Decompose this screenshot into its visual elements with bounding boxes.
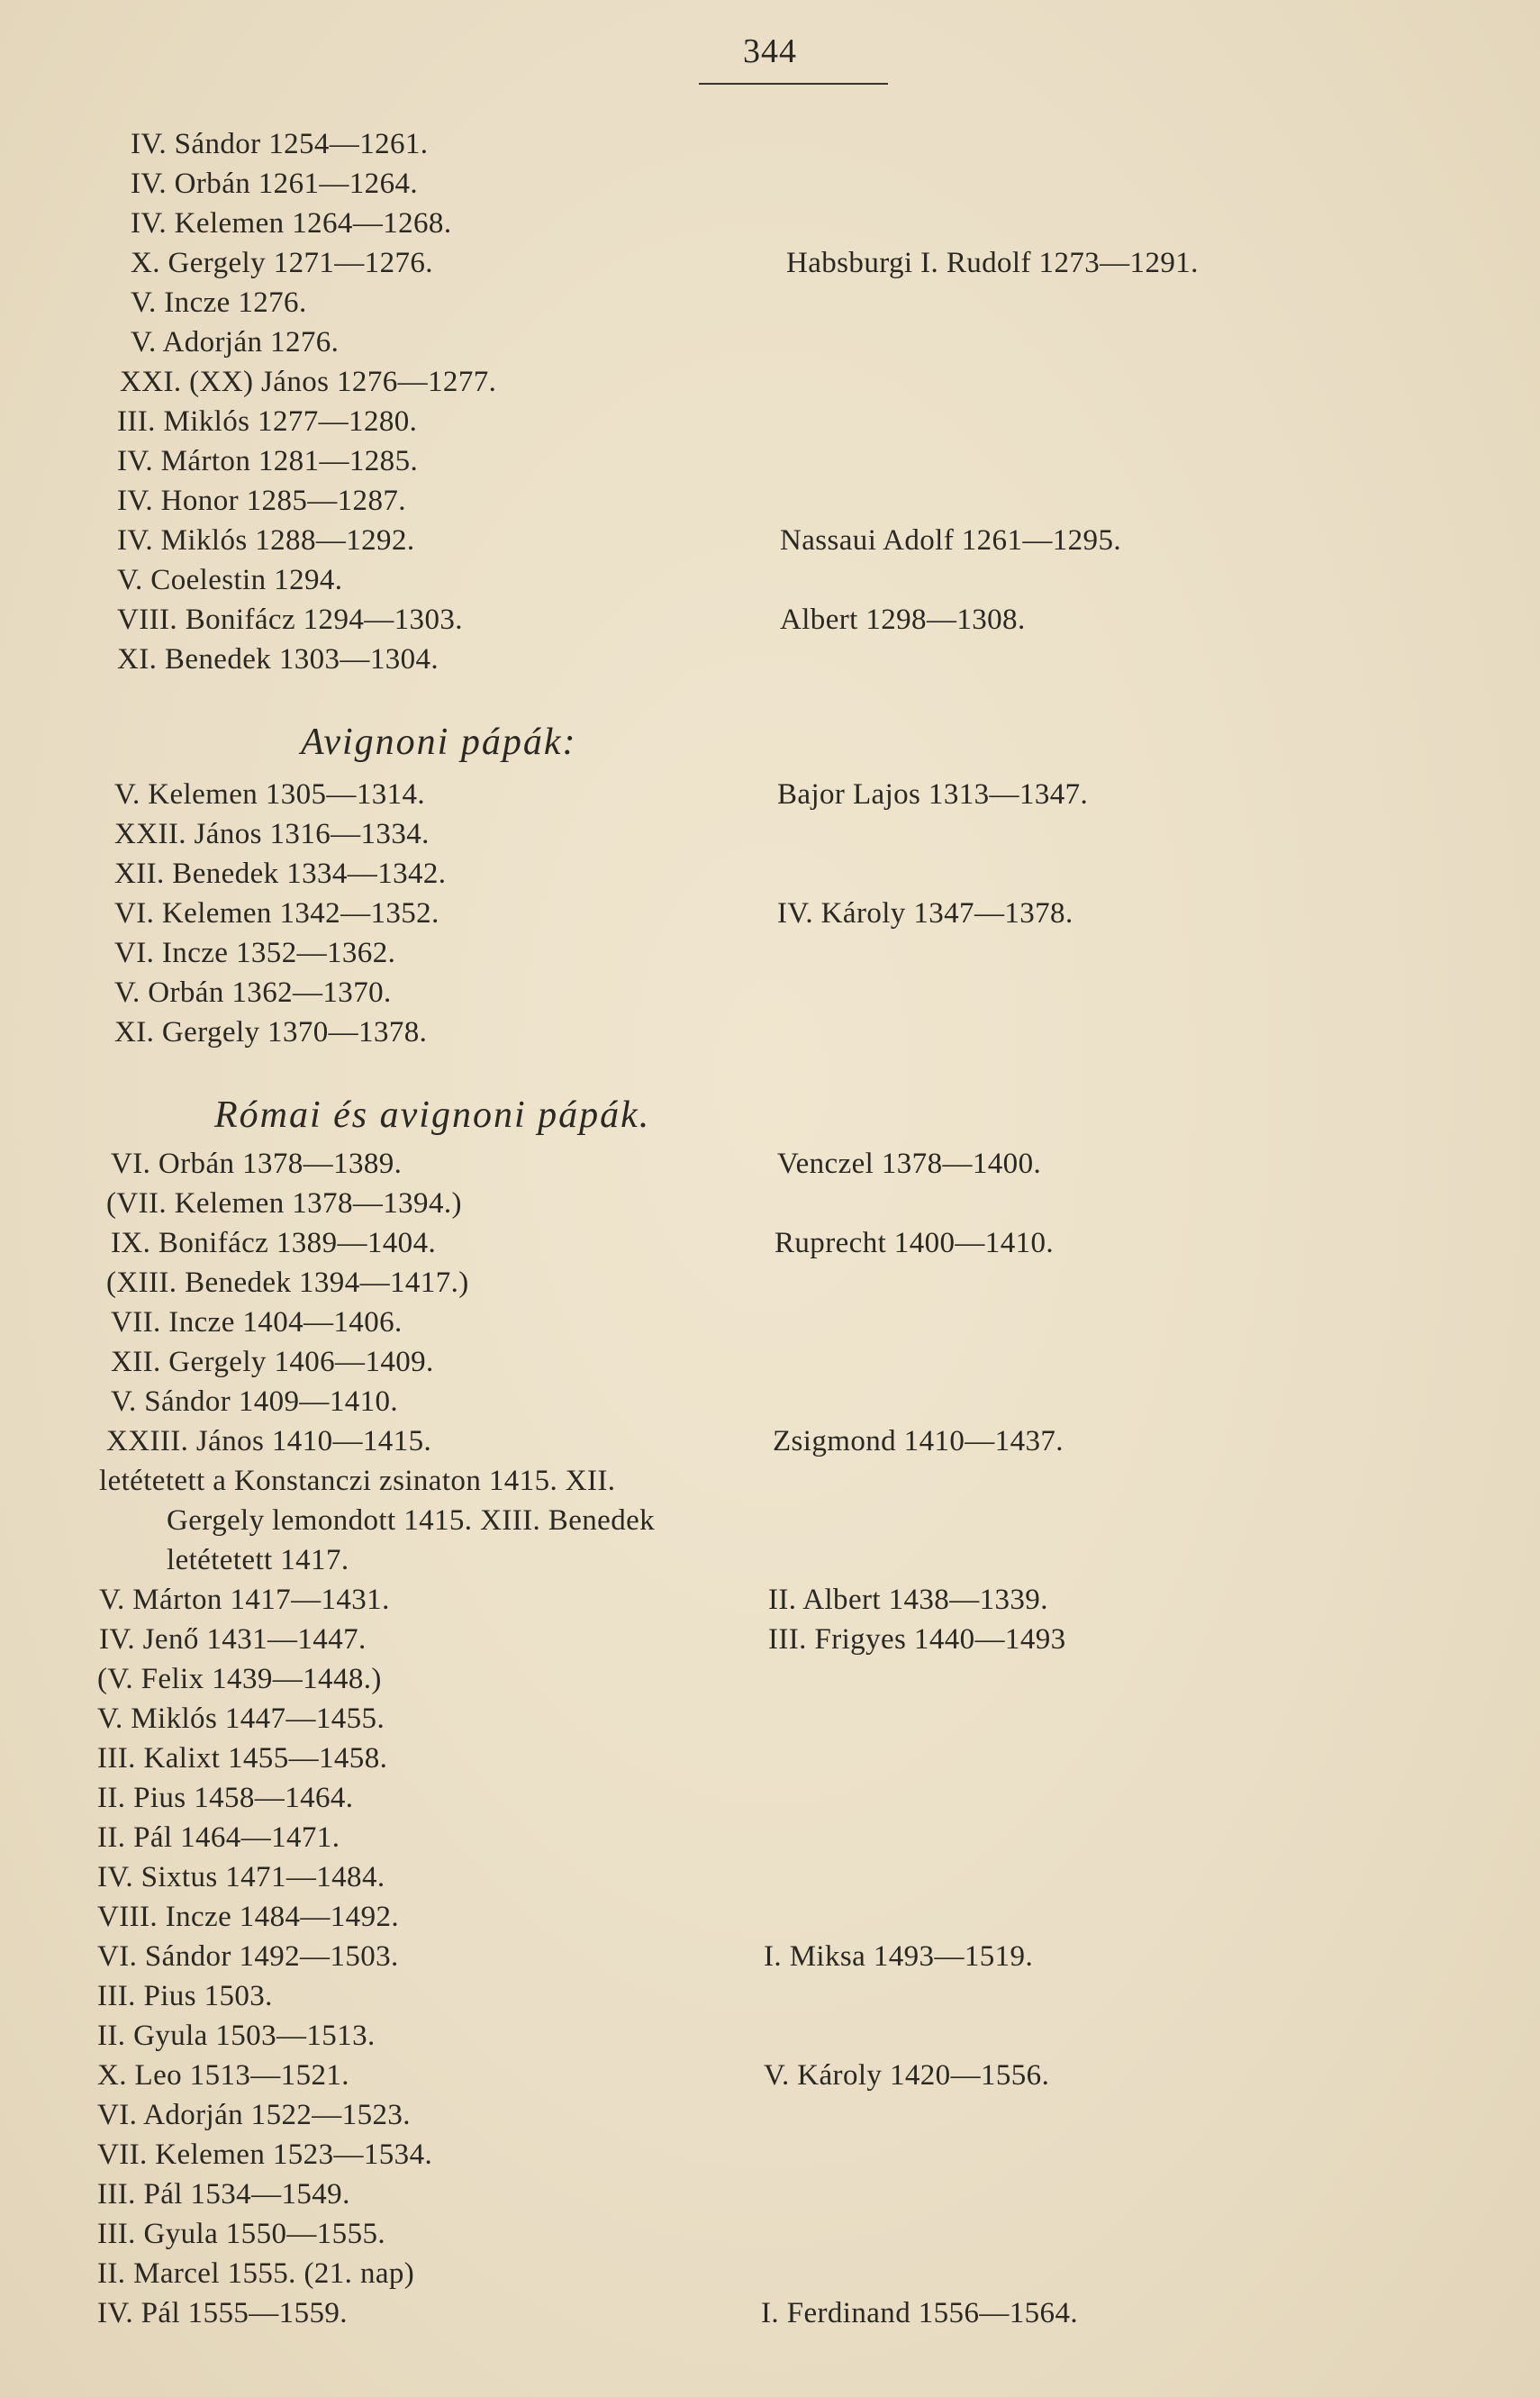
pope-entry: II. Pál 1464—1471. [97, 1821, 340, 1854]
pope-entry: XXIII. János 1410—1415. [106, 1425, 432, 1457]
pope-entry: IV. Márton 1281—1285. [117, 445, 419, 477]
pope-entry: II. Gyula 1503—1513. [97, 2020, 376, 2052]
ruler-entry: II. Albert 1438—1339. [768, 1584, 1048, 1616]
pope-entry: letétetett a Konstanczi zsinaton 1415. XII. [99, 1465, 616, 1497]
ruler-entry: V. Károly 1420—1556. [764, 2059, 1050, 2092]
pope-entry: XII. Gergely 1406—1409. [111, 1346, 434, 1378]
pope-entry: (V. Felix 1439—1448.) [97, 1663, 382, 1695]
pope-entry: VI. Sándor 1492—1503. [97, 1940, 399, 1973]
pope-entry: VII. Incze 1404—1406. [111, 1306, 403, 1339]
pope-entry: IV. Kelemen 1264—1268. [131, 207, 452, 240]
header-rule [699, 83, 888, 85]
pope-entry: letétetett 1417. [167, 1544, 349, 1576]
ruler-entry: IV. Károly 1347—1378. [777, 897, 1073, 930]
ruler-entry: I. Miksa 1493—1519. [764, 1940, 1034, 1973]
pope-entry: IV. Honor 1285—1287. [117, 485, 406, 517]
section-heading-avignon: Avignoni pápák: [301, 722, 577, 763]
ruler-entry: Venczel 1378—1400. [777, 1148, 1042, 1180]
pope-entry: III. Pál 1534—1549. [97, 2178, 350, 2211]
pope-entry: VI. Adorján 1522—1523. [97, 2099, 411, 2131]
pope-entry: XXII. János 1316—1334. [114, 818, 430, 850]
pope-entry: XI. Benedek 1303—1304. [117, 643, 439, 676]
ruler-entry: Bajor Lajos 1313—1347. [777, 778, 1089, 811]
pope-entry: IX. Bonifácz 1389—1404. [111, 1227, 437, 1259]
pope-entry: (VII. Kelemen 1378—1394.) [106, 1187, 462, 1220]
pope-entry: Gergely lemondott 1415. XIII. Benedek [167, 1504, 656, 1537]
pope-entry: V. Kelemen 1305—1314. [114, 778, 426, 811]
pope-entry: III. Pius 1503. [97, 1980, 273, 2012]
page-number: 344 [743, 32, 797, 70]
pope-entry: IV. Jenő 1431—1447. [99, 1623, 367, 1656]
section-heading-roman-avignon: Római és avignoni pápák. [214, 1094, 651, 1136]
ruler-entry: Ruprecht 1400—1410. [775, 1227, 1055, 1259]
pope-entry: XI. Gergely 1370—1378. [114, 1016, 428, 1049]
pope-entry: (XIII. Benedek 1394—1417.) [106, 1267, 469, 1299]
pope-entry: VI. Orbán 1378—1389. [111, 1148, 403, 1180]
pope-entry: III. Gyula 1550—1555. [97, 2218, 386, 2250]
pope-entry: IV. Sándor 1254—1261. [131, 128, 429, 160]
pope-entry: V. Miklós 1447—1455. [97, 1702, 385, 1735]
pope-entry: II. Marcel 1555. (21. nap) [97, 2257, 415, 2290]
pope-entry: III. Kalixt 1455—1458. [97, 1742, 388, 1775]
pope-entry: V. Adorján 1276. [131, 326, 340, 359]
pope-entry: IV. Orbán 1261—1264. [131, 168, 419, 200]
ruler-entry: Habsburgi I. Rudolf 1273—1291. [786, 247, 1199, 279]
ruler-entry: III. Frigyes 1440—1493 [768, 1623, 1066, 1656]
pope-entry: V. Incze 1276. [131, 286, 307, 319]
pope-entry: V. Márton 1417—1431. [99, 1584, 390, 1616]
pope-entry: VI. Incze 1352—1362. [114, 937, 396, 969]
pope-entry: IV. Pál 1555—1559. [97, 2297, 348, 2329]
pope-entry: X. Leo 1513—1521. [97, 2059, 349, 2092]
pope-entry: V. Orbán 1362—1370. [114, 976, 392, 1009]
pope-entry: VIII. Bonifácz 1294—1303. [117, 604, 463, 636]
pope-entry: II. Pius 1458—1464. [97, 1782, 354, 1814]
pope-entry: IV. Miklós 1288—1292. [117, 524, 415, 557]
pope-entry: V. Coelestin 1294. [117, 564, 343, 596]
pope-entry: X. Gergely 1271—1276. [131, 247, 433, 279]
pope-entry: XXI. (XX) János 1276—1277. [120, 366, 497, 398]
ruler-entry: I. Ferdinand 1556—1564. [761, 2297, 1078, 2329]
pope-entry: V. Sándor 1409—1410. [111, 1385, 399, 1418]
pope-entry: XII. Benedek 1334—1342. [114, 858, 447, 890]
pope-entry: VII. Kelemen 1523—1534. [97, 2138, 433, 2171]
ruler-entry: Albert 1298—1308. [780, 604, 1026, 636]
pope-entry: VI. Kelemen 1342—1352. [114, 897, 439, 930]
ruler-entry: Zsigmond 1410—1437. [773, 1425, 1064, 1457]
ruler-entry: Nassaui Adolf 1261—1295. [780, 524, 1121, 557]
pope-entry: III. Miklós 1277—1280. [117, 405, 418, 438]
pope-entry: VIII. Incze 1484—1492. [97, 1901, 400, 1933]
pope-entry: IV. Sixtus 1471—1484. [97, 1861, 385, 1893]
